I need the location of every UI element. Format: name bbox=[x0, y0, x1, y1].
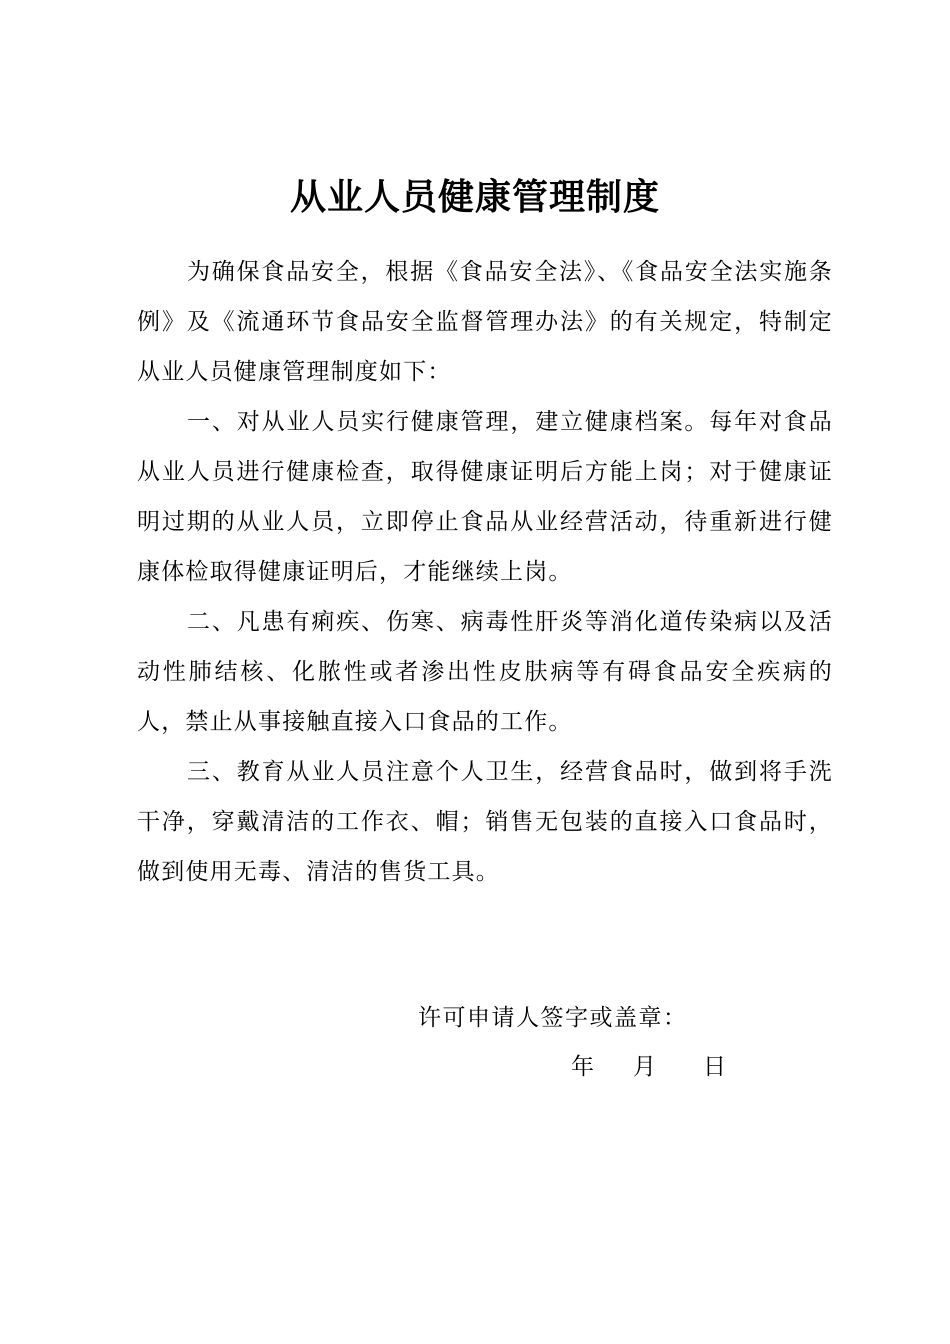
clause-2-paragraph: 二、凡患有痢疾、伤寒、病毒性肝炎等消化道传染病以及活动性肺结核、化脓性或者渗出性皮肤病等有碍食品安全疾病的人，禁止从事接触直接入口食品的工作。 bbox=[137, 609, 833, 735]
date-day-label: 日 bbox=[703, 1054, 726, 1080]
intro-paragraph: 为确保食品安全，根据《食品安全法》、《食品安全法实施条例》及《流通环节食品安全监督管理办法》的有关规定，特制定从业人员健康管理制度如下： bbox=[137, 259, 833, 385]
date-line bbox=[571, 1047, 726, 1087]
date-year-label: 年 bbox=[571, 1054, 594, 1080]
page-title: 从业人员健康管理制度 bbox=[289, 177, 660, 219]
signature-label: 许可申请人签字或盖章： bbox=[418, 1005, 688, 1031]
document-body bbox=[137, 247, 833, 897]
date-month-label: 月 bbox=[633, 1054, 656, 1080]
clause-3-paragraph: 三、教育从业人员注意个人卫生，经营食品时，做到将手洗干净，穿戴清洁的工作衣、帽；销售无包装的直接入口食品时，做到使用无毒、清洁的售货工具。 bbox=[137, 759, 833, 885]
clause-1-paragraph: 一、对从业人员实行健康管理，建立健康档案。每年对食品从业人员进行健康检查，取得健康证明后方能上岗；对于健康证明过期的从业人员，立即停止食品从业经营活动，待重新进行健康体检取得健康证明后，才能继续上岗。 bbox=[137, 409, 833, 585]
